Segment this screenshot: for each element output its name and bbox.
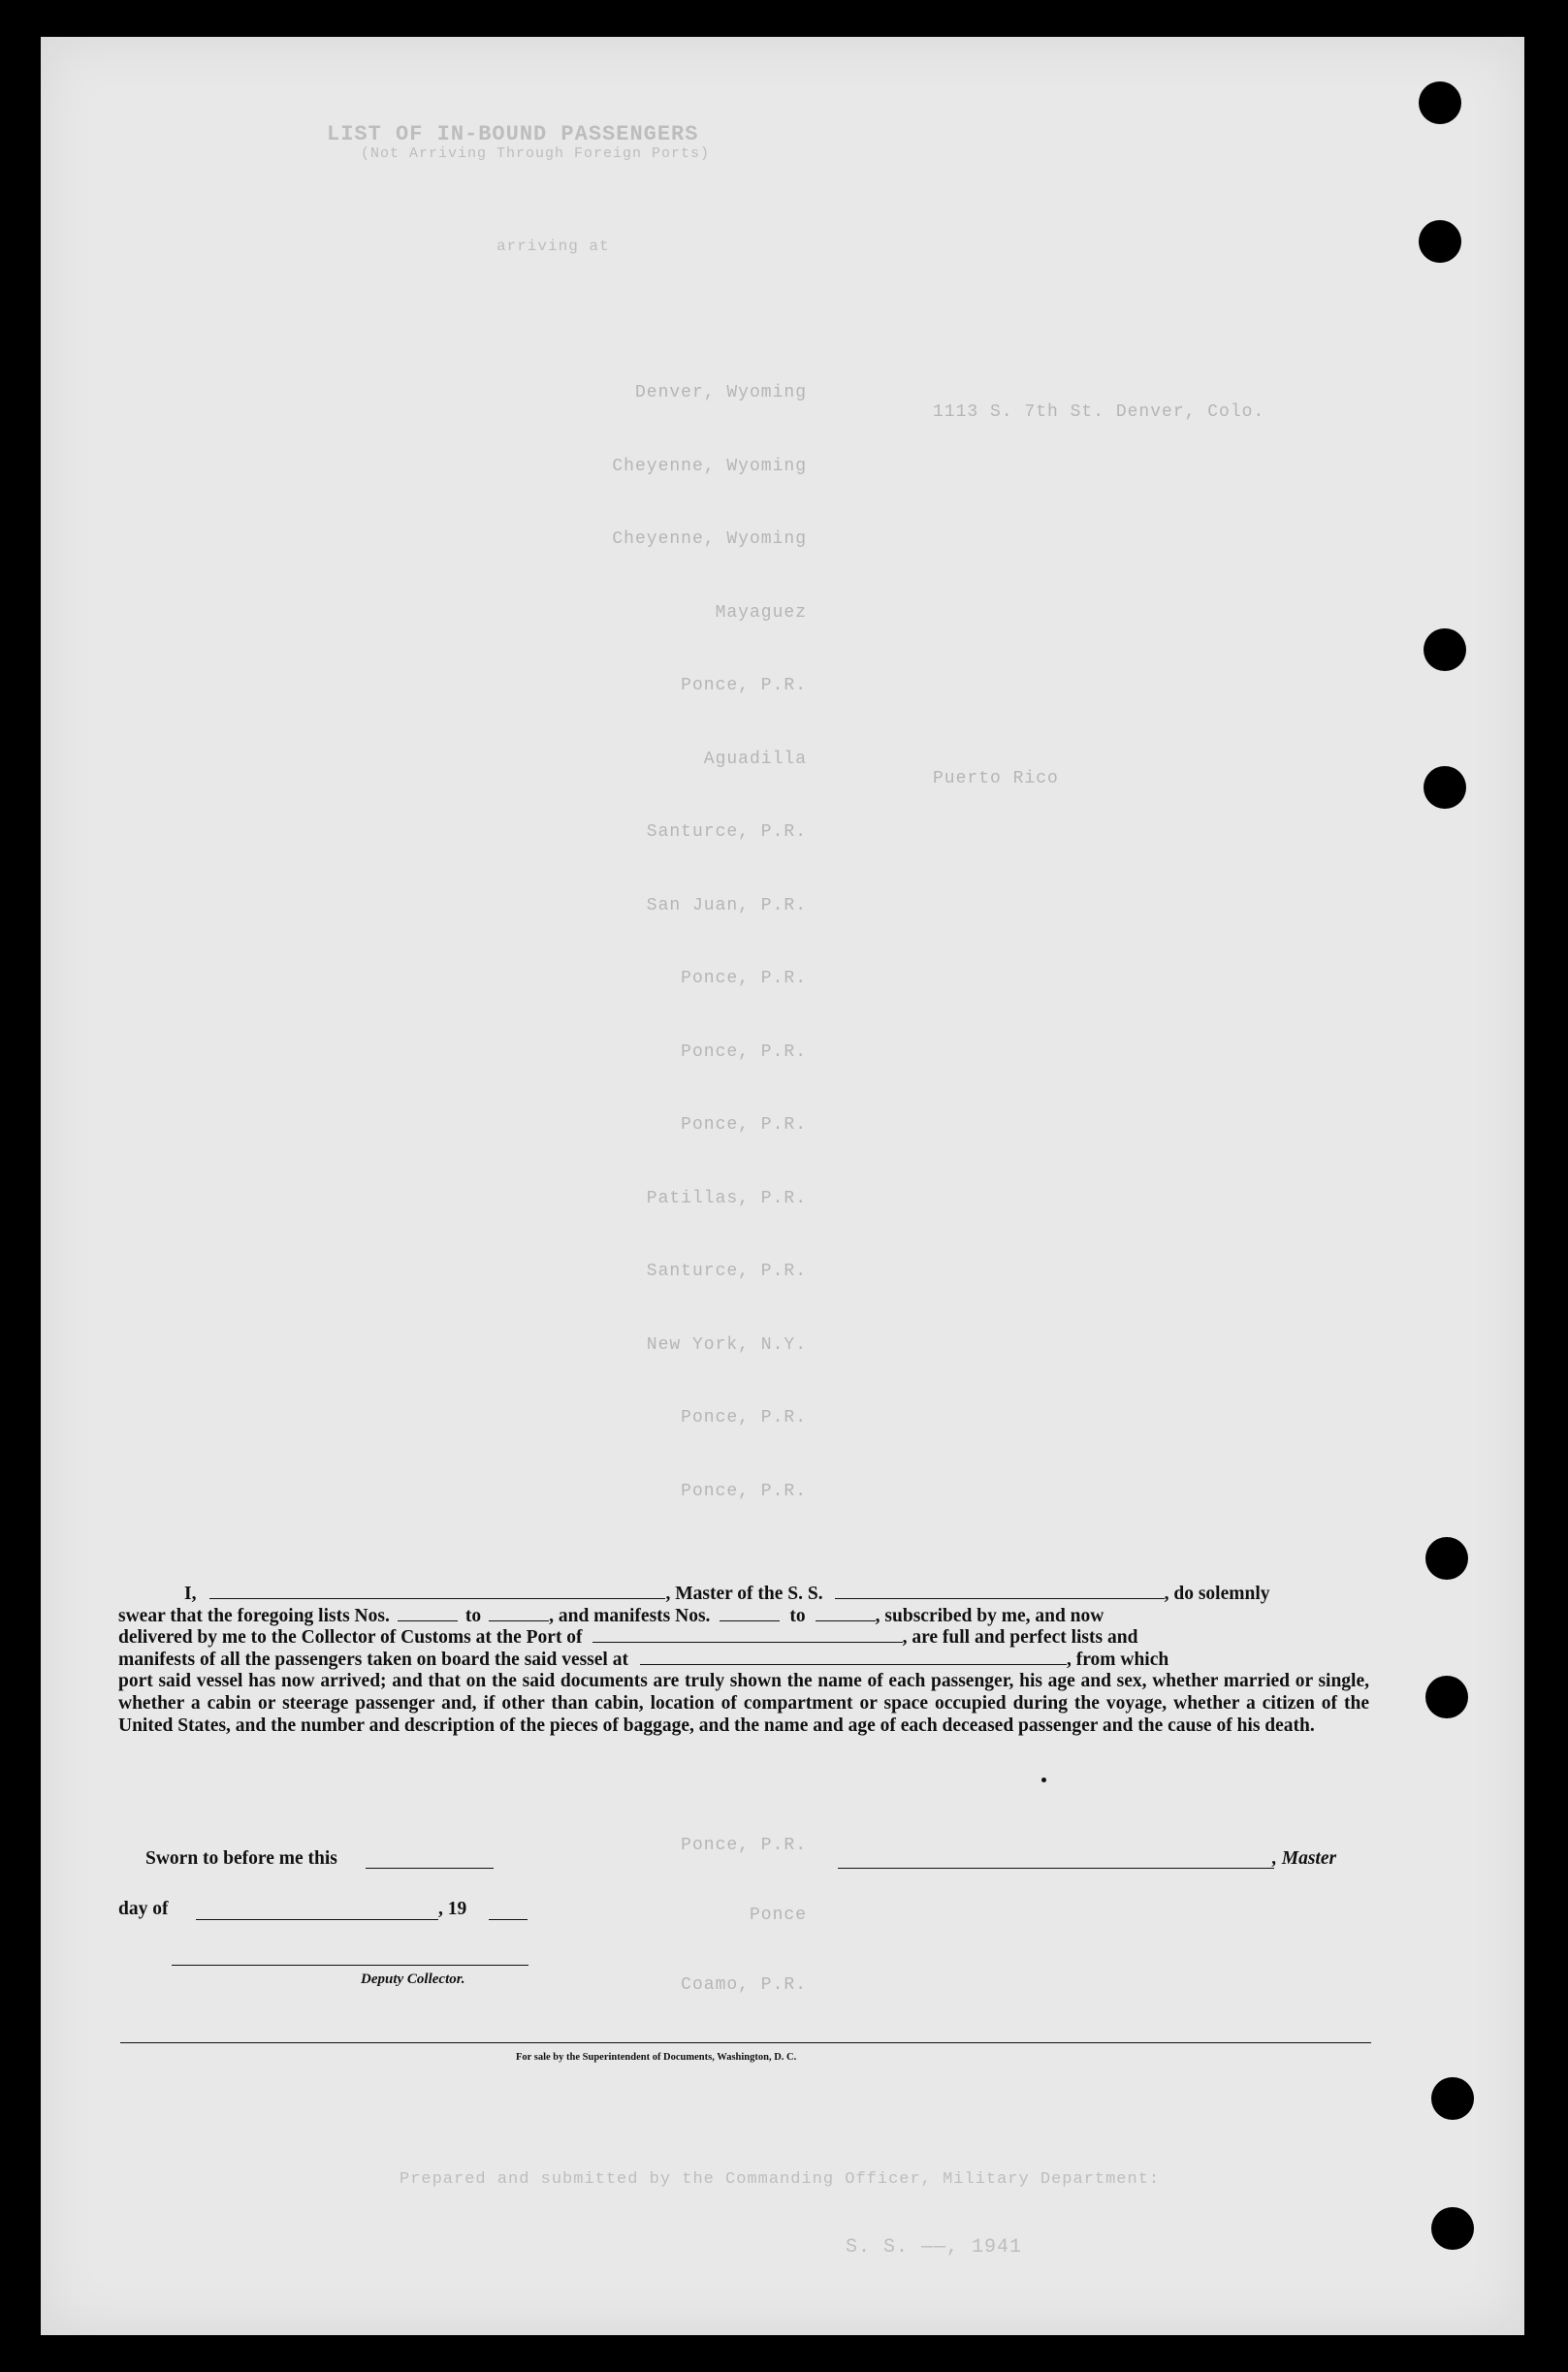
oath-from-which: , from which <box>1066 1649 1169 1670</box>
oath-i: I, <box>184 1584 197 1604</box>
faint-row-destination: Ponce, P.R. <box>681 1042 807 1062</box>
faint-row-destination: Cheyenne, Wyoming <box>612 456 807 476</box>
lists-from-blank[interactable] <box>398 1607 458 1621</box>
oath-manifests-nos: , and manifests Nos. <box>549 1605 711 1626</box>
deputy-signature-line[interactable] <box>172 1965 528 1966</box>
oath-line-1 <box>118 1584 1369 1606</box>
oath-to-2: to <box>789 1605 806 1626</box>
faint-row-destination: Denver, Wyoming <box>634 383 807 402</box>
oath-solemnly: , do solemnly <box>1164 1584 1270 1604</box>
prepared-note: Prepared and submitted by the Commanding Officer, Military Department: <box>400 2170 1161 2189</box>
day-of-line[interactable] <box>196 1919 438 1920</box>
binder-hole-4 <box>1424 766 1466 809</box>
faint-row-destination: Patillas, P.R. <box>646 1188 807 1208</box>
faint-header-subtitle: (Not Arriving Through Foreign Ports) <box>361 145 711 162</box>
oath-port-of: delivered by me to the Collector of Customs at the Port of <box>118 1627 583 1649</box>
binder-hole-7 <box>1431 2077 1474 2120</box>
binder-hole-1 <box>1419 81 1461 124</box>
oath-end-dot <box>1041 1778 1046 1782</box>
faint-row-destination: Santurce, P.R. <box>646 1262 807 1281</box>
binder-hole-5 <box>1425 1537 1468 1580</box>
oath-master-of: , Master of the S. S. <box>665 1584 823 1604</box>
footer-rule <box>120 2042 1371 2043</box>
faint-row-passenger: 1113 S. 7th St. Denver, Colo. <box>933 402 1265 422</box>
faint-row-destination: San Juan, P.R. <box>646 895 807 915</box>
oath-full-perfect: , are full and perfect lists and <box>902 1627 1138 1649</box>
faint-row-destination: Ponce, P.R. <box>681 676 807 695</box>
sale-notice: For sale by the Superintendent of Documents, Washington, D. C. <box>516 2052 797 2063</box>
binder-hole-2 <box>1419 220 1461 263</box>
master-signature-line[interactable] <box>838 1868 1274 1869</box>
faint-header-title: LIST OF IN-BOUND PASSENGERS <box>327 122 699 146</box>
binder-hole-3 <box>1424 628 1466 671</box>
faint-row-lower-destination: Ponce, P.R. <box>681 1836 807 1855</box>
year-label: , 19 <box>438 1899 467 1919</box>
faint-row-destination: New York, N.Y. <box>646 1334 807 1355</box>
port-blank[interactable] <box>592 1628 903 1643</box>
master-oath <box>118 1584 1369 1737</box>
day-of-label: day of <box>118 1899 169 1919</box>
manifest-sheet <box>41 37 1524 2335</box>
oath-line-2 <box>118 1606 1369 1628</box>
sworn-day-line[interactable] <box>366 1868 494 1869</box>
faint-row-destination: Ponce, P.R. <box>681 1408 807 1427</box>
oath-lists-nos: swear that the foregoing lists Nos. <box>118 1605 390 1626</box>
faint-row-destination: Mayaguez <box>715 602 807 623</box>
faint-row-passenger: Puerto Rico <box>933 768 1059 788</box>
lists-to-blank[interactable] <box>489 1607 549 1621</box>
faint-row-destination: Santurce, P.R. <box>646 822 807 842</box>
manifests-from-blank[interactable] <box>720 1607 780 1621</box>
oath-subscribed: , subscribed by me, and now <box>875 1605 1104 1626</box>
faint-row-lower-destination: Ponce <box>749 1906 807 1925</box>
faint-header-arriving: arriving at <box>496 238 610 255</box>
faint-row-destination: Cheyenne, Wyoming <box>612 529 807 549</box>
faint-row-destination: Ponce, P.R. <box>681 969 807 988</box>
sworn-label: Sworn to before me this <box>145 1848 337 1869</box>
oath-to-1: to <box>464 1605 482 1626</box>
faint-row-destination: Ponce, P.R. <box>681 1115 807 1135</box>
ship-note: S. S. ——, 1941 <box>846 2236 1023 2259</box>
binder-hole-6 <box>1425 1676 1468 1718</box>
binder-hole-8 <box>1431 2207 1474 2250</box>
faint-row-lower-destination: Coamo, P.R. <box>681 1975 807 1995</box>
departure-port-blank[interactable] <box>640 1651 1067 1665</box>
year-line[interactable] <box>489 1919 528 1920</box>
ship-name-blank[interactable] <box>835 1585 1165 1599</box>
manifests-to-blank[interactable] <box>816 1607 876 1621</box>
faint-row-destination: Ponce, P.R. <box>681 1481 807 1501</box>
master-label: , Master <box>1272 1848 1337 1869</box>
faint-row-destination: Aguadilla <box>703 749 807 769</box>
oath-line-3 <box>118 1627 1369 1650</box>
oath-body: port said vessel has now arrived; and that on the said documents are truly shown the name of each passenger, his age and sex, whether married or single, whether a cabin or steerage passenger and, if other than cabin, location of compartment or space occupied during the voyage, whether a citizen of the United States, and the number and description of the pieces of baggage, and the name and age of each deceased passenger and the cause of his death. <box>118 1671 1369 1736</box>
oath-line-4 <box>118 1650 1369 1672</box>
oath-vessel-at: manifests of all the passengers taken on board the said vessel at <box>118 1649 628 1670</box>
deputy-label: Deputy Collector. <box>361 1971 465 1987</box>
master-name-blank[interactable] <box>209 1585 665 1599</box>
